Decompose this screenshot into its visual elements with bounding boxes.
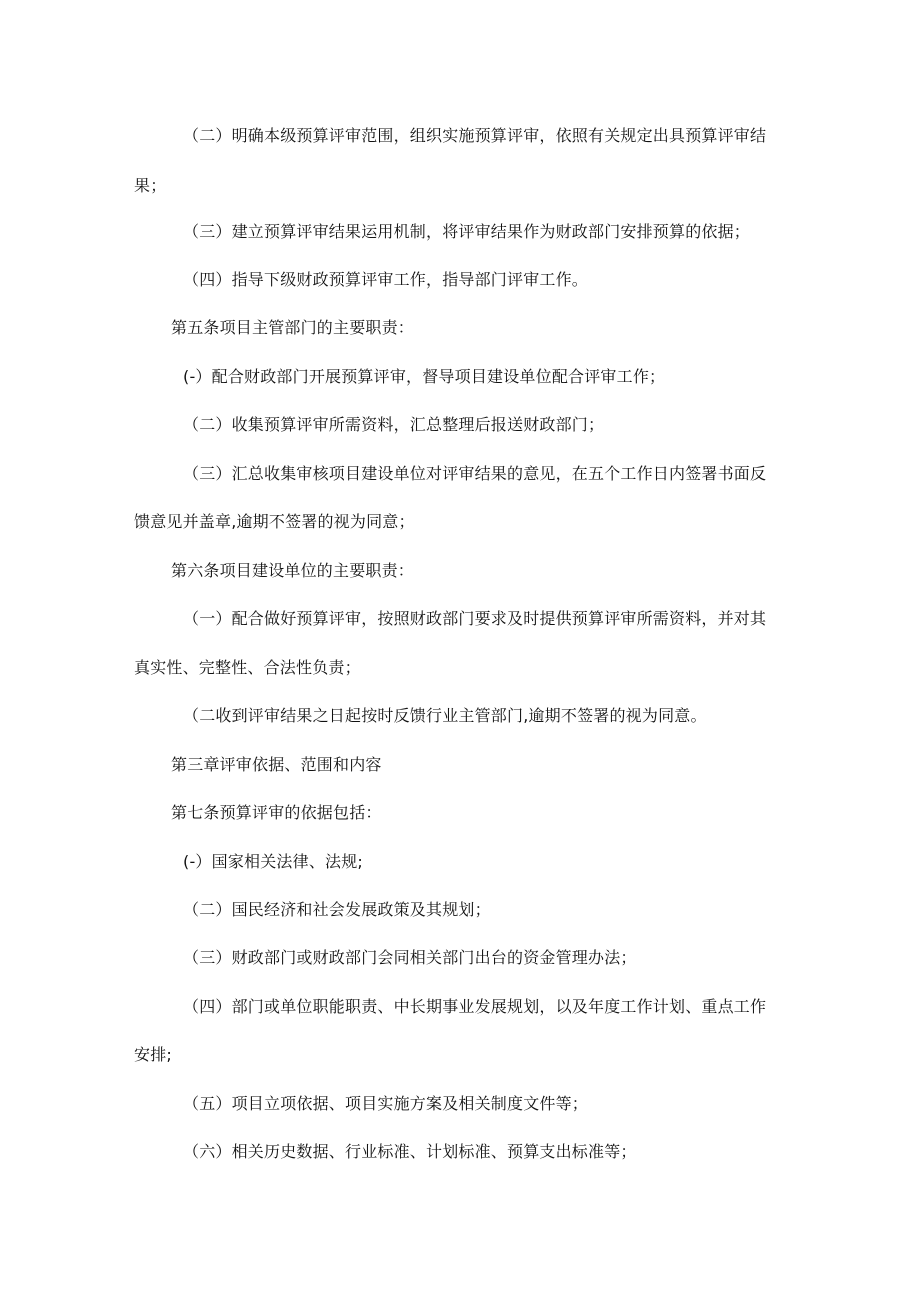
paragraph-line: 馈意见并盖章,逾期不签署的视为同意； [134,512,415,531]
paragraph-line: （三）财政部门或财政部门会同相关部门出台的资金管理办法； [183,948,637,967]
paragraph-line: (-）国家相关法律、法规; [183,852,364,871]
article-heading: 第五条项目主管部门的主要职责： [171,318,415,337]
article-heading: 第七条预算评审的依据包括： [171,803,382,822]
paragraph-line: （二）收集预算评审所需资料，汇总整理后报送财政部门； [183,415,605,434]
paragraph-line: 安排; [134,1045,172,1064]
paragraph-line: （六）相关历史数据、行业标准、计划标准、预算支出标准等； [183,1142,637,1161]
paragraph-line: （五）项目立项依据、项目实施方案及相关制度文件等； [183,1094,589,1113]
paragraph-line: （四）指导下级财政预算评审工作，指导部门评审工作。 [183,270,589,289]
paragraph-line: （三）建立预算评审结果运用机制，将评审结果作为财政部门安排预算的依据； [183,222,751,241]
paragraph-line: 果； [134,176,167,195]
chapter-heading: 第三章评审依据、范围和内容 [171,755,382,774]
paragraph-line: （二）国民经济和社会发展政策及其规划； [183,900,491,919]
paragraph-line: （一）配合做好预算评审，按照财政部门要求及时提供预算评审所需资料，并对其 [183,609,767,628]
paragraph-line: （三）汇总收集审核项目建设单位对评审结果的意见，在五个工作日内签署书面反 [183,464,767,483]
article-heading: 第六条项目建设单位的主要职责： [171,561,415,580]
paragraph-line: （二）明确本级预算评审范围，组织实施预算评审，依照有关规定出具预算评审结 [183,126,767,145]
paragraph-line: （四）部门或单位职能职责、中长期事业发展规划，以及年度工作计划、重点工作 [183,997,767,1016]
paragraph-line: (-）配合财政部门开展预算评审，督导项目建设单位配合评审工作； [183,367,666,386]
paragraph-line: （二收到评审结果之日起按时反馈行业主管部门,逾期不签署的视为同意。 [183,706,707,725]
paragraph-line: 真实性、完整性、合法性负责； [134,658,361,677]
